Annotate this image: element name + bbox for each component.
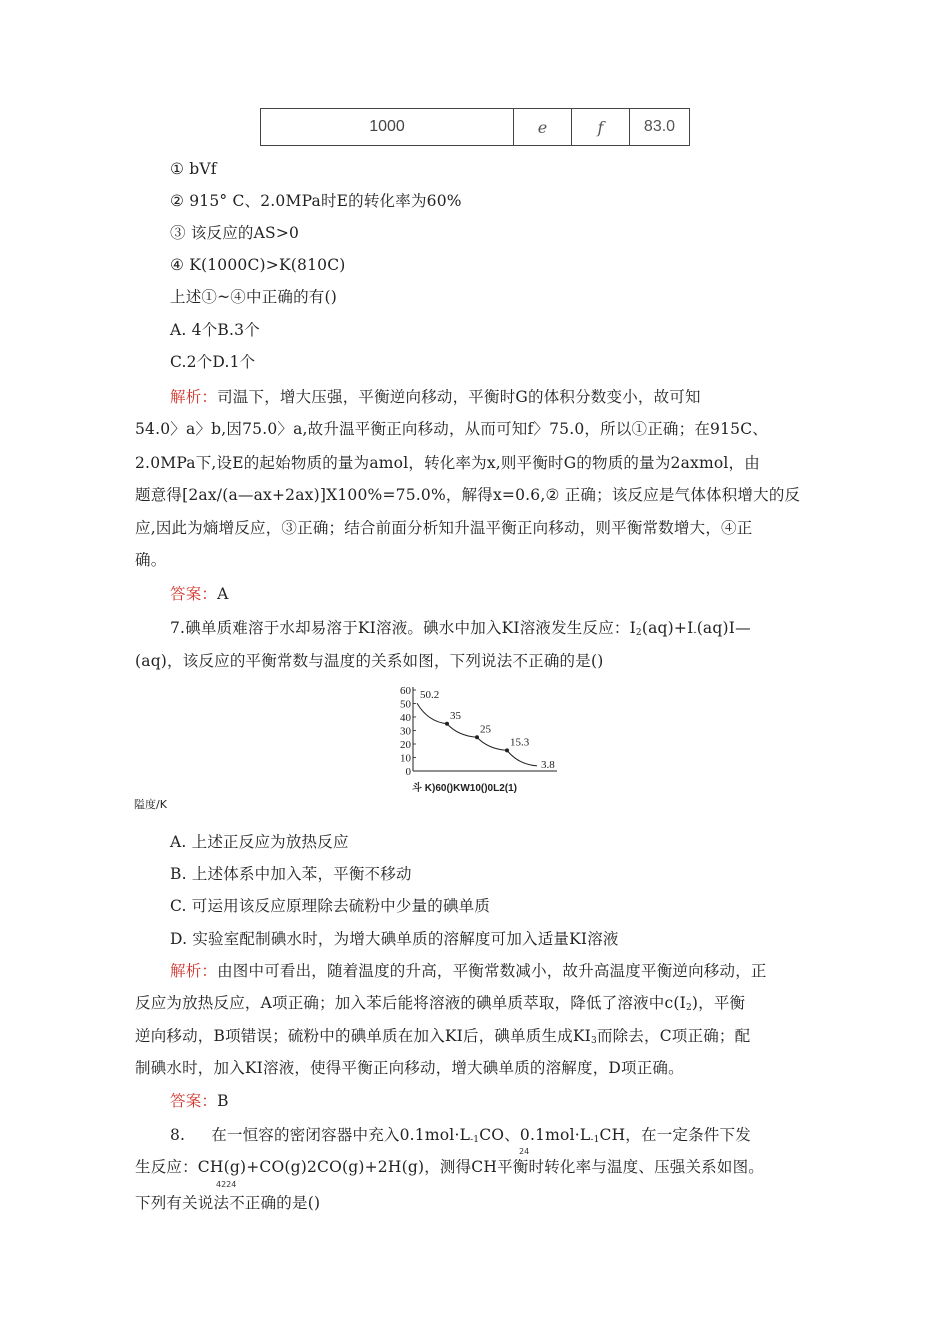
analysis-label: 解析：	[170, 962, 218, 980]
subscript: -	[693, 628, 697, 638]
data-label: 50.2	[420, 689, 440, 702]
y-tick-label: 20	[400, 739, 411, 751]
answer-7	[170, 1090, 229, 1112]
y-tick-label: 50	[400, 698, 411, 711]
statement-1: ① bVf	[170, 160, 217, 178]
answer-label: 答案：	[170, 1092, 218, 1110]
analysis-text: 司温下，增大压强，平衡逆向移动，平衡时G的体积分数变小，故可知	[217, 388, 701, 406]
answer-value: B	[217, 1092, 229, 1110]
data-label: 35	[450, 709, 461, 722]
table-cell-e: e	[514, 109, 572, 146]
options-ab: A. 4个B.3个	[170, 321, 260, 339]
analysis-7-line-3	[135, 1025, 750, 1052]
option-7b: B. 上述体系中加入苯，平衡不移动	[170, 865, 412, 883]
analysis-text: 反应为放热反应，A项正确；加入苯后能将溶液的碘单质萃取，降低了溶液中c(I	[135, 994, 686, 1012]
analysis-6-line-1	[170, 386, 701, 408]
analysis-6-line-4: 题意得[2ax/(a—ax+2ax)]X100%=75.0%，解得x=0.6,② 正确；该反应是气体体积增大的反	[135, 486, 801, 504]
analysis-text: 而除去，C项正确；配	[596, 1027, 751, 1045]
statement-2: ② 915° C、2.0MPa时E的转化率为60%	[170, 192, 462, 210]
answer-value: A	[217, 585, 229, 603]
formula-subscripts-2: 4224	[216, 1180, 237, 1189]
analysis-text: 逆向移动，B项错误；硫粉中的碘单质在加入KI后，碘单质生成KI	[135, 1027, 591, 1045]
option-7a: A. 上述正反应为放热反应	[170, 833, 349, 851]
q7-text: 7.碘单质难溶于水却易溶于KI溶液。碘水中加入KI溶液发生反应：I	[170, 619, 636, 637]
statement-4: ④ K(1000C)>K(810C)	[170, 256, 346, 274]
analysis-label: 解析：	[170, 388, 218, 406]
subscript: 2	[685, 1003, 692, 1013]
q7-text: (aq)I—	[696, 619, 751, 637]
q8-text: 在一恒容的密闭容器中充入0.1mol·L	[211, 1126, 471, 1144]
analysis-6-line-5: 应,因此为熵增反应，③正确；结合前面分析知升温平衡正向移动，则平衡常数增大，④正	[135, 519, 753, 537]
table-cell-value: 83.0	[630, 109, 690, 146]
y-tick-label: 0	[405, 766, 411, 778]
data-table	[260, 108, 690, 146]
y-tick-label: 60	[400, 685, 411, 697]
data-label: 3.8	[541, 758, 555, 771]
answer-6	[170, 583, 229, 605]
answer-label: 答案：	[170, 585, 218, 603]
q8-text: CO、0.1mol·L	[479, 1126, 591, 1144]
table-cell-temp: 1000	[261, 109, 514, 146]
series-line	[417, 703, 537, 766]
subscript: 3	[591, 1036, 597, 1046]
subscript: 2	[635, 628, 642, 638]
question-8-line-2: 生反应：CH(g)+CO(g)2CO(g)+2H(g)，测得CH平衡时转化率与温度、压强关系如图。	[135, 1158, 764, 1176]
analysis-6-line-3: 2.0MPa下,设E的起始物质的量为amol，转化率为x,则平衡时G的物质的量为2axmol，由	[135, 454, 760, 472]
analysis-6-line-6: 确。	[135, 551, 167, 569]
analysis-7-line-4: 制碘水时，加入KI溶液，使得平衡正向移动，增大碘单质的溶解度，D项正确。	[135, 1059, 684, 1077]
subscript: -1	[470, 1135, 480, 1145]
option-7d: D. 实验室配制碘水时，为增大碘单质的溶解度可加入适量KI溶液	[170, 930, 619, 948]
question-number: 8.	[170, 1126, 186, 1144]
question-7-line-1	[170, 617, 751, 644]
y-tick-label: 40	[400, 712, 411, 724]
data-label: 25	[480, 723, 491, 736]
options-cd: C.2个D.1个	[170, 353, 256, 371]
chart-y-caption: 隘度/K	[134, 798, 167, 811]
table-cell-f: f	[572, 109, 630, 146]
data-point	[445, 722, 449, 726]
data-point	[475, 735, 479, 739]
analysis-7-line-2	[135, 992, 745, 1019]
analysis-text: 由图中可看出，随着温度的升高，平衡常数减小，故升高温度平衡逆向移动，正	[217, 962, 767, 980]
question-8-line-3: 下列有关说法不正确的是()	[135, 1194, 321, 1212]
question-7-line-2: (aq)，该反应的平衡常数与温度的关系如图，下列说法不正确的是()	[135, 652, 604, 670]
option-7c: C. 可运用该反应原理除去硫粉中少量的碘单质	[170, 897, 491, 915]
subscript: -1	[590, 1135, 600, 1145]
data-point	[505, 748, 509, 752]
formula-subscripts-1: 24	[519, 1147, 530, 1156]
y-tick-label: 10	[400, 752, 411, 765]
question-6-prompt: 上述①~④中正确的有()	[170, 288, 337, 306]
statement-3: ③ 该反应的AS>0	[170, 224, 300, 242]
analysis-6-line-2: 54.0〉a〉b,因75.0〉a,故升温平衡正向移动，从而可知f〉75.0，所以①正确；在915C、	[135, 420, 768, 438]
data-label: 15.3	[510, 736, 530, 749]
chart-plot	[400, 685, 557, 778]
chart-x-caption: 斗 K)60()KW10()0L2(1)	[412, 783, 518, 794]
q7-text: (aq)+I	[641, 619, 694, 637]
y-tick-label: 30	[400, 725, 411, 738]
analysis-text: )，平衡	[691, 994, 746, 1012]
question-8-line-1	[170, 1124, 751, 1151]
table-row	[261, 109, 690, 146]
q8-text: CH，在一定条件下发	[599, 1126, 751, 1144]
analysis-7-line-1	[170, 960, 767, 982]
